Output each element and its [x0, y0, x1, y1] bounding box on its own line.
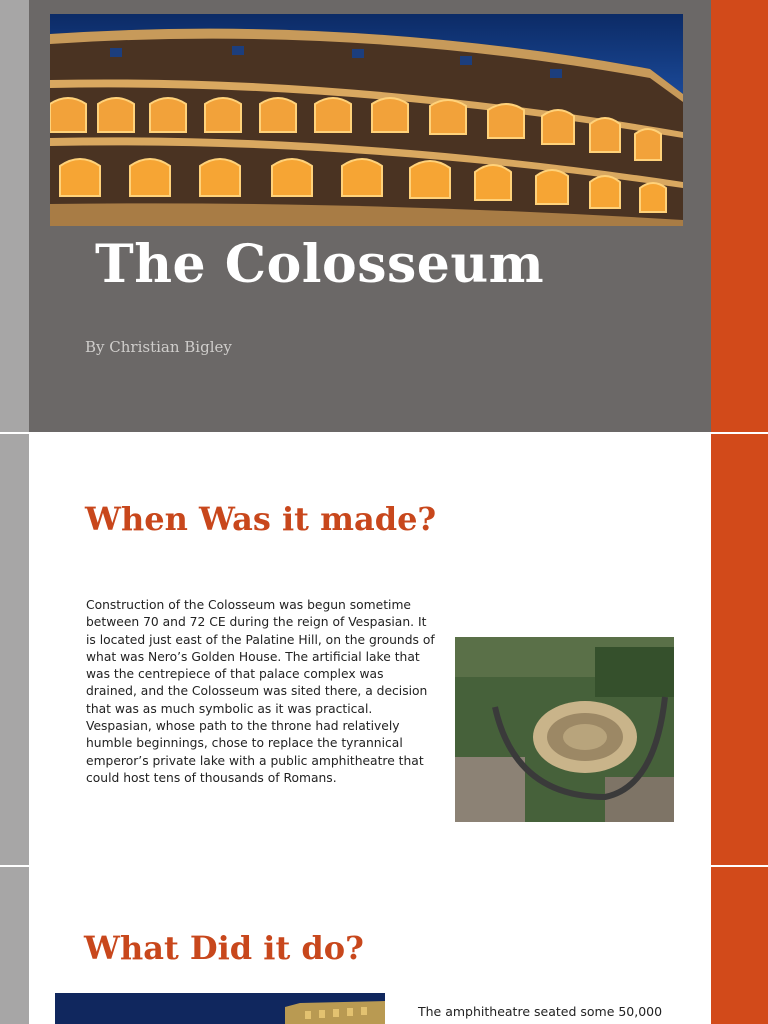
slide-heading: When Was it made? — [85, 500, 437, 538]
body-paragraph: Construction of the Colosseum was begun sometime between 70 and 72 CE during the reign of Vespasian. It is located just east of the Palatine Hill, on the grounds of what was Nero’s Golden House. The artificial lake that was the centrepiece of that palace complex was drained, and the Colosseum was sited there, a decision that was as much symbolic as it was practical. Vespasian, whose path to the throne had relatively humble beginnings, chose to replace the tyrannical emperor’s private lake with a public amphitheatre that could host tens of thousands of Romans. — [86, 598, 435, 785]
body-paragraph: The amphitheatre seated some 50,000 — [418, 1004, 663, 1019]
slide-heading: What Did it do? — [84, 929, 364, 967]
colosseum-hero-image — [50, 14, 683, 226]
author-byline: By Christian Bigley — [85, 338, 232, 356]
left-accent-strip — [0, 0, 29, 432]
night-view-illustration — [55, 993, 385, 1024]
slide-title: The Colosseum — [95, 234, 545, 295]
colosseum-night-photo — [55, 993, 385, 1024]
left-accent-strip — [0, 867, 29, 1024]
what-did-it-do-slide — [0, 867, 768, 1024]
right-accent-strip — [711, 867, 768, 1024]
right-accent-strip — [711, 0, 768, 432]
colosseum-aerial-photo — [455, 637, 674, 822]
when-made-slide — [0, 434, 768, 865]
aerial-view-illustration — [455, 637, 674, 822]
colosseum-facade-illustration — [50, 14, 683, 226]
right-accent-strip — [711, 434, 768, 865]
title-slide — [0, 0, 768, 432]
left-accent-strip — [0, 434, 29, 865]
